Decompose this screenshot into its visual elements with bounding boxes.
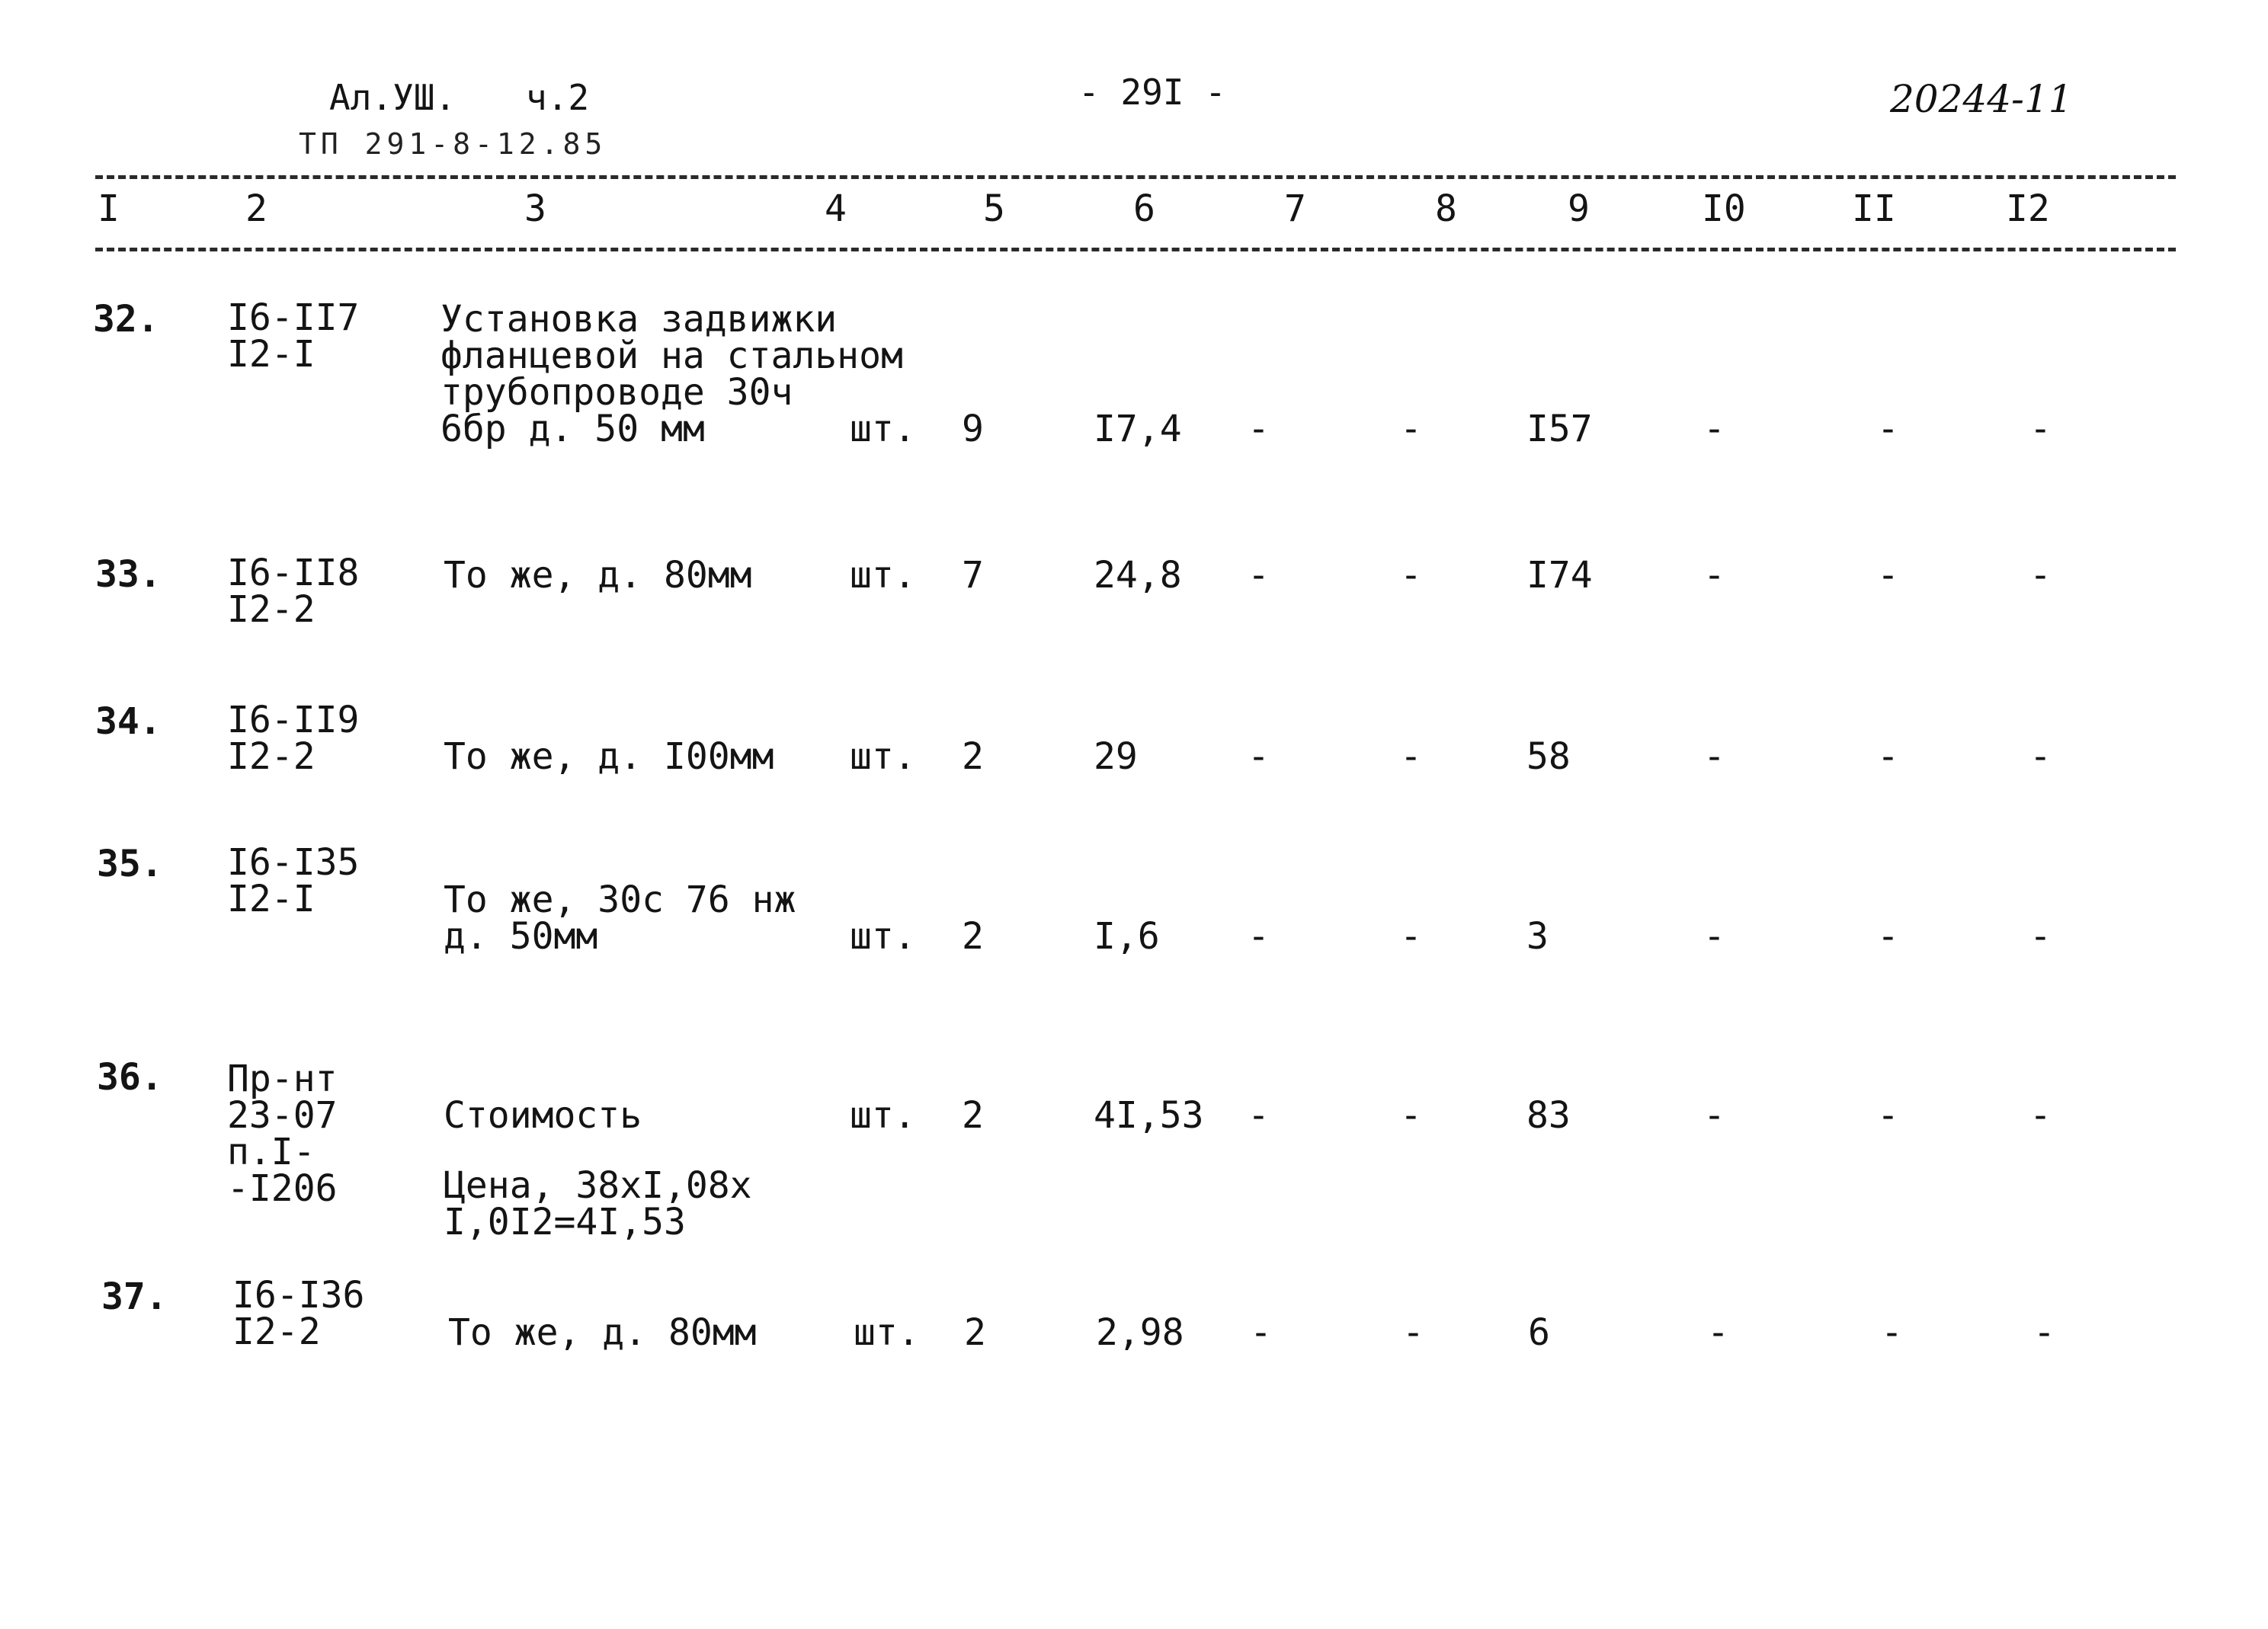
unit: шт. bbox=[850, 1094, 916, 1137]
total-cost: 58 bbox=[1526, 735, 1571, 778]
description-line-4: 6бр д. 50 мм bbox=[440, 408, 705, 450]
doc-code: ТП 291-8-12.85 bbox=[299, 127, 607, 161]
col-7-value: - bbox=[1248, 554, 1270, 597]
col-10-value: - bbox=[1703, 554, 1725, 597]
price-note-line-1: Цена, 38хI,08х bbox=[444, 1164, 752, 1207]
col-7-value: - bbox=[1248, 735, 1270, 778]
description: Стоимость bbox=[444, 1094, 642, 1137]
col-11-value: - bbox=[1877, 915, 1899, 958]
source-line-1: Пр-нт bbox=[227, 1058, 338, 1100]
unit: шт. bbox=[850, 915, 916, 958]
col-11-value: - bbox=[1877, 554, 1899, 597]
description-line-2: д. 50мм bbox=[444, 915, 598, 958]
description-line-3: трубопроводе 30ч bbox=[440, 371, 793, 414]
description-line-2: фланцевой на стальном bbox=[440, 334, 903, 377]
row-number: 34. bbox=[95, 700, 162, 743]
header-rule-top bbox=[95, 175, 2176, 179]
col-12-value: - bbox=[2033, 1311, 2055, 1354]
quantity: 2 bbox=[964, 1311, 986, 1354]
col-header-7: 7 bbox=[1284, 187, 1306, 230]
col-12-value: - bbox=[2029, 554, 2052, 597]
unit: шт. bbox=[854, 1311, 920, 1354]
row-number: 32. bbox=[93, 298, 159, 341]
unit-price: 4I,53 bbox=[1094, 1094, 1204, 1137]
col-header-9: 9 bbox=[1568, 187, 1590, 230]
norm-code-line-1: I6-II8 bbox=[227, 552, 360, 594]
norm-code-line-2: I2-2 bbox=[227, 588, 316, 631]
col-10-value: - bbox=[1703, 408, 1725, 450]
unit-price: I7,4 bbox=[1094, 408, 1182, 450]
album-label: Ал.УШ. bbox=[329, 77, 456, 118]
description-line-1: Установка задвижки bbox=[440, 298, 838, 341]
col-10-value: - bbox=[1703, 1094, 1725, 1137]
col-8-value: - bbox=[1400, 554, 1422, 597]
col-8-value: - bbox=[1402, 1311, 1424, 1354]
quantity: 2 bbox=[962, 915, 984, 958]
col-header-11: II bbox=[1852, 187, 1896, 230]
unit-price: 2,98 bbox=[1096, 1311, 1184, 1354]
page-number: - 29I - bbox=[1078, 72, 1226, 113]
unit-price: I,6 bbox=[1094, 915, 1160, 958]
unit: шт. bbox=[850, 408, 916, 450]
col-header-2: 2 bbox=[245, 187, 267, 230]
header-rule-bottom bbox=[95, 248, 2176, 251]
quantity: 2 bbox=[962, 735, 984, 778]
col-8-value: - bbox=[1400, 408, 1422, 450]
col-header-3: 3 bbox=[524, 187, 546, 230]
col-12-value: - bbox=[2029, 735, 2052, 778]
quantity: 7 bbox=[962, 554, 984, 597]
description: То же, д. I00мм bbox=[444, 735, 774, 778]
col-10-value: - bbox=[1703, 735, 1725, 778]
part-label: ч.2 bbox=[526, 77, 590, 118]
col-12-value: - bbox=[2029, 915, 2052, 958]
handwritten-number: 20244-11 bbox=[1890, 77, 2073, 121]
price-note-line-2: I,0I2=4I,53 bbox=[444, 1201, 686, 1243]
quantity: 2 bbox=[962, 1094, 984, 1137]
col-12-value: - bbox=[2029, 408, 2052, 450]
col-10-value: - bbox=[1707, 1311, 1729, 1354]
row-number: 35. bbox=[97, 843, 163, 885]
col-header-6: 6 bbox=[1133, 187, 1155, 230]
norm-code-line-2: I2-2 bbox=[232, 1311, 321, 1353]
col-header-12: I2 bbox=[2006, 187, 2050, 230]
norm-code-line-1: I6-II7 bbox=[227, 296, 360, 339]
col-8-value: - bbox=[1400, 915, 1422, 958]
source-line-3: п.I- bbox=[227, 1131, 316, 1173]
col-header-5: 5 bbox=[983, 187, 1005, 230]
total-cost: I57 bbox=[1526, 408, 1593, 450]
source-line-4: -I206 bbox=[227, 1167, 338, 1210]
col-7-value: - bbox=[1248, 915, 1270, 958]
unit-price: 29 bbox=[1094, 735, 1138, 778]
quantity: 9 bbox=[962, 408, 984, 450]
description: То же, д. 80мм bbox=[448, 1311, 757, 1354]
unit-price: 24,8 bbox=[1094, 554, 1182, 597]
total-cost: I74 bbox=[1526, 554, 1593, 597]
col-12-value: - bbox=[2029, 1094, 2052, 1137]
col-header-10: I0 bbox=[1702, 187, 1746, 230]
description-line-1: То же, 30с 76 нж bbox=[444, 879, 796, 921]
norm-code-line-1: I6-I36 bbox=[232, 1274, 365, 1317]
unit: шт. bbox=[850, 554, 916, 597]
total-cost: 6 bbox=[1528, 1311, 1550, 1354]
source-line-2: 23-07 bbox=[227, 1094, 338, 1137]
norm-code-line-2: I2-I bbox=[227, 333, 316, 376]
total-cost: 83 bbox=[1526, 1094, 1571, 1137]
col-8-value: - bbox=[1400, 735, 1422, 778]
col-11-value: - bbox=[1881, 1311, 1903, 1354]
row-number: 36. bbox=[97, 1056, 163, 1099]
col-7-value: - bbox=[1248, 408, 1270, 450]
unit: шт. bbox=[850, 735, 916, 778]
row-number: 37. bbox=[101, 1275, 168, 1318]
col-header-4: 4 bbox=[825, 187, 847, 230]
norm-code-line-1: I6-II9 bbox=[227, 699, 360, 741]
col-header-1: I bbox=[98, 187, 120, 230]
col-11-value: - bbox=[1877, 1094, 1899, 1137]
description: То же, д. 80мм bbox=[444, 554, 752, 597]
norm-code-line-2: I2-I bbox=[227, 878, 316, 920]
col-11-value: - bbox=[1877, 408, 1899, 450]
col-7-value: - bbox=[1250, 1311, 1272, 1354]
col-11-value: - bbox=[1877, 735, 1899, 778]
row-number: 33. bbox=[95, 553, 162, 596]
col-7-value: - bbox=[1248, 1094, 1270, 1137]
norm-code-line-1: I6-I35 bbox=[227, 841, 360, 884]
col-header-8: 8 bbox=[1435, 187, 1457, 230]
col-8-value: - bbox=[1400, 1094, 1422, 1137]
total-cost: 3 bbox=[1526, 915, 1549, 958]
norm-code-line-2: I2-2 bbox=[227, 735, 316, 778]
col-10-value: - bbox=[1703, 915, 1725, 958]
